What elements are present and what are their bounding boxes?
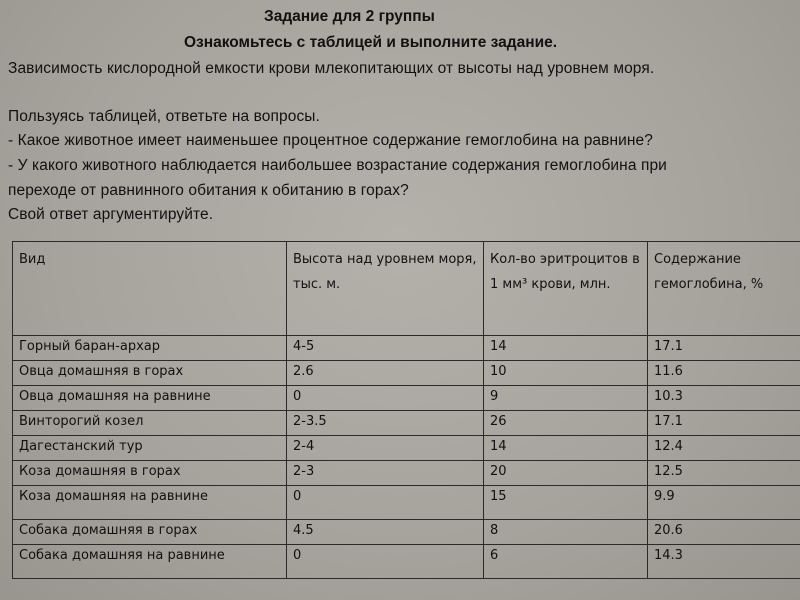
question-1: - Какое животное имеет наименьшее процентное содержание гемоглобина на равнине? <box>8 132 653 149</box>
cell-species: Дагестанский тур <box>13 436 287 461</box>
cell-erythrocytes: 26 <box>484 411 648 436</box>
cell-species: Коза домашняя в горах <box>13 461 287 486</box>
question-2-line-1: - У какого животного наблюдается наибольшее возрастание содержания гемоглобина при <box>8 157 667 174</box>
cell-species: Овца домашняя на равнине <box>13 386 287 411</box>
cell-altitude: 0 <box>287 486 484 520</box>
cell-altitude: 2-3.5 <box>287 411 484 436</box>
table-row <box>13 520 800 545</box>
closing-text: Свой ответ аргументируйте. <box>8 206 214 223</box>
cell-altitude: 2.6 <box>287 361 484 386</box>
cell-altitude: 4-5 <box>287 336 484 361</box>
question-2-line-2: переходе от равнинного обитания к обитанию в горах? <box>8 182 409 199</box>
table-row <box>13 436 800 461</box>
cell-species: Винторогий козел <box>13 411 287 436</box>
cell-species: Горный баран-архар <box>13 336 287 361</box>
header-species: Вид <box>13 242 287 336</box>
table-row <box>13 361 800 386</box>
cell-hemoglobin: 17.1 <box>648 336 800 361</box>
header-erythrocytes: Кол-во эритроцитов в 1 мм³ крови, млн. <box>484 242 648 336</box>
page-title: Задание для 2 группы <box>264 8 435 25</box>
table-row <box>13 461 800 486</box>
cell-hemoglobin: 10.3 <box>648 386 800 411</box>
intro-text: Зависимость кислородной емкости крови млекопитающих от высоты над уровнем моря. <box>8 60 655 77</box>
cell-erythrocytes: 20 <box>484 461 648 486</box>
cell-hemoglobin: 14.3 <box>648 545 800 579</box>
cell-erythrocytes: 14 <box>484 336 648 361</box>
table-row <box>13 486 800 520</box>
cell-species: Коза домашняя на равнине <box>13 486 287 520</box>
cell-altitude: 0 <box>287 545 484 579</box>
table-row <box>13 336 800 361</box>
cell-erythrocytes: 8 <box>484 520 648 545</box>
cell-altitude: 4.5 <box>287 520 484 545</box>
data-table <box>12 241 800 579</box>
prompt-text: Пользуясь таблицей, ответьте на вопросы. <box>8 108 320 125</box>
cell-erythrocytes: 9 <box>484 386 648 411</box>
cell-species: Собака домашняя на равнине <box>13 545 287 579</box>
cell-erythrocytes: 15 <box>484 486 648 520</box>
cell-hemoglobin: 12.4 <box>648 436 800 461</box>
cell-altitude: 0 <box>287 386 484 411</box>
cell-erythrocytes: 14 <box>484 436 648 461</box>
table-row <box>13 386 800 411</box>
cell-hemoglobin: 12.5 <box>648 461 800 486</box>
page-subtitle: Ознакомьтесь с таблицей и выполните задание. <box>184 34 558 51</box>
cell-species: Овца домашняя в горах <box>13 361 287 386</box>
table-row <box>13 411 800 436</box>
table-header-row <box>13 242 800 336</box>
cell-erythrocytes: 6 <box>484 545 648 579</box>
cell-hemoglobin: 20.6 <box>648 520 800 545</box>
cell-hemoglobin: 11.6 <box>648 361 800 386</box>
cell-altitude: 2-4 <box>287 436 484 461</box>
cell-erythrocytes: 10 <box>484 361 648 386</box>
header-altitude: Высота над уровнем моря, тыс. м. <box>287 242 484 336</box>
table-row <box>13 545 800 579</box>
cell-species: Собака домашняя в горах <box>13 520 287 545</box>
cell-altitude: 2-3 <box>287 461 484 486</box>
cell-hemoglobin: 9.9 <box>648 486 800 520</box>
cell-hemoglobin: 17.1 <box>648 411 800 436</box>
header-hemoglobin: Содержание гемоглобина, % <box>648 242 800 336</box>
